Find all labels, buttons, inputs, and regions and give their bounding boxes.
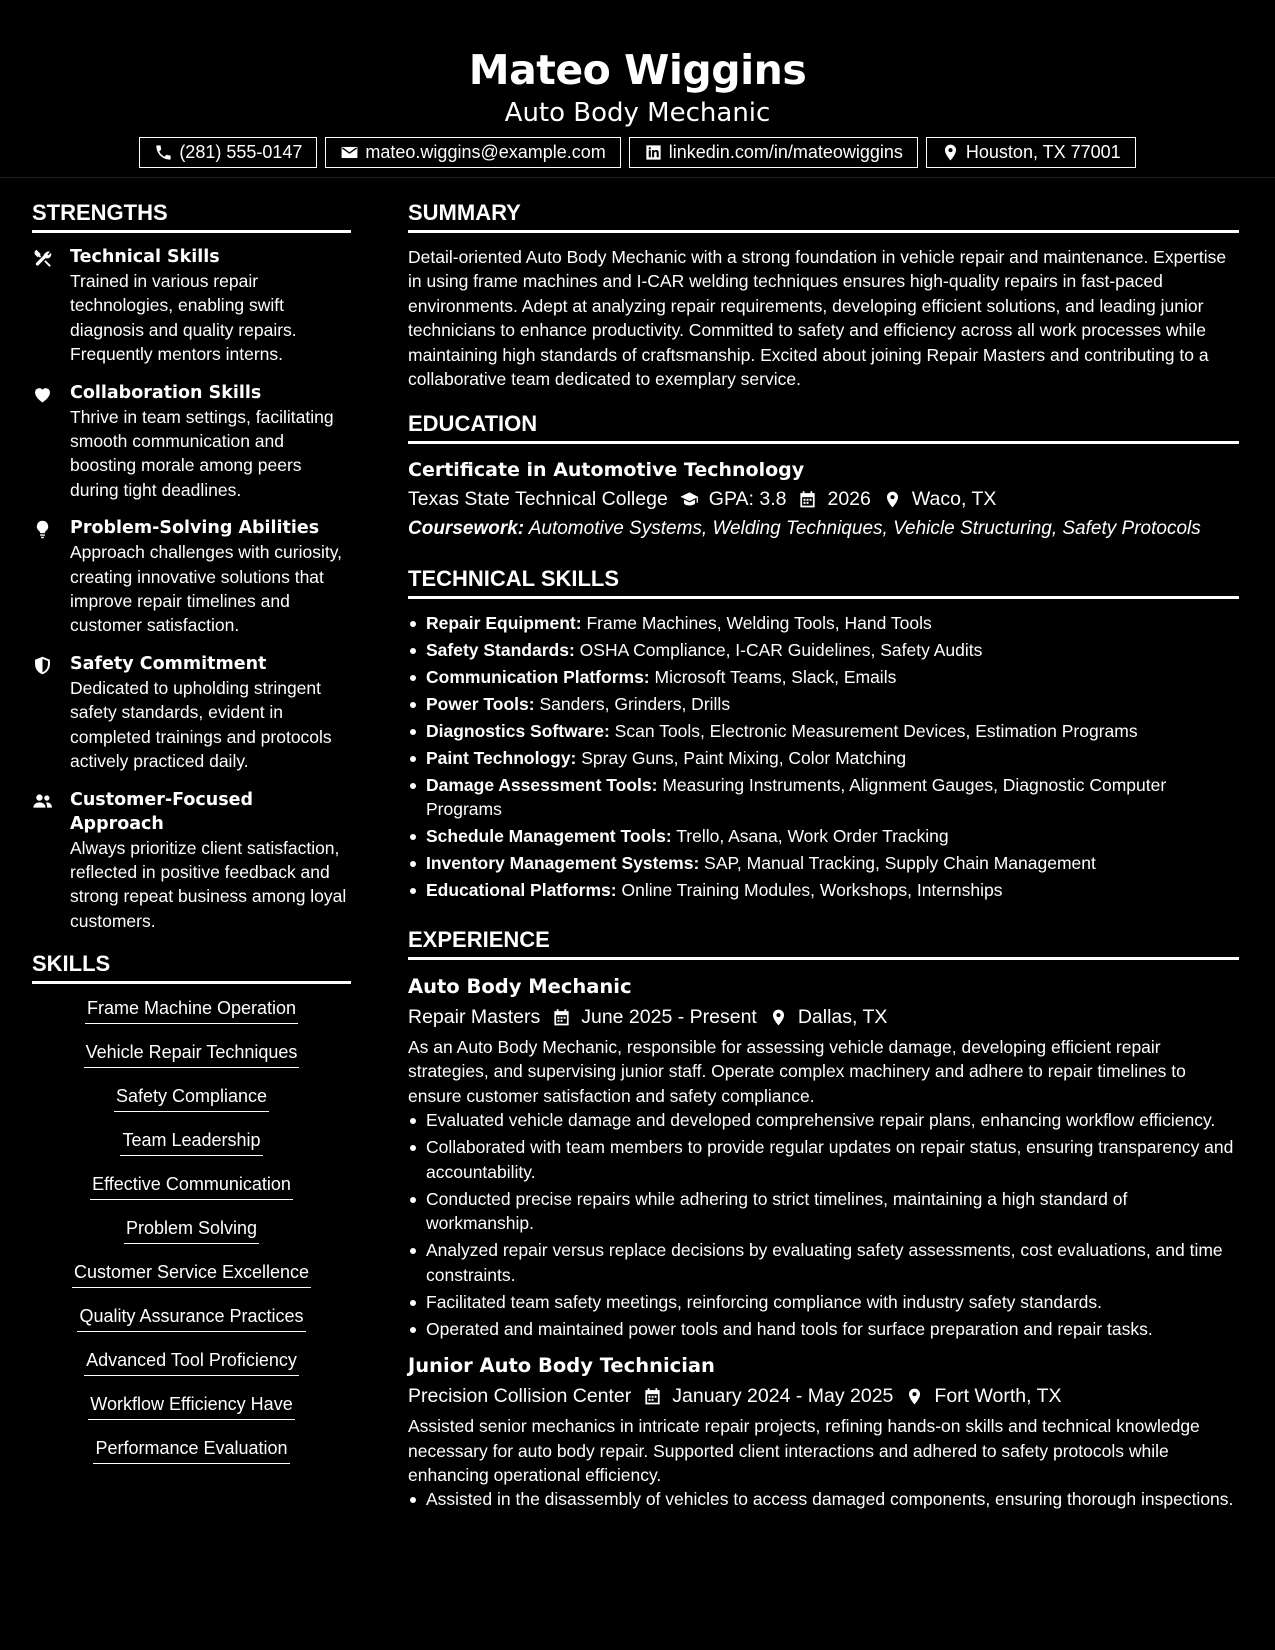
skill-tag: Quality Assurance Practices <box>77 1304 305 1332</box>
list-item: Conducted precise repairs while adhering to strict timelines, maintaining a high standard of workmanship. <box>408 1187 1239 1236</box>
list-item <box>408 773 1239 822</box>
skill-tag: Advanced Tool Proficiency <box>84 1348 299 1376</box>
map-pin-icon <box>941 143 960 162</box>
envelope-icon <box>340 143 359 162</box>
tech-skill-value: Measuring Instruments, Alignment Gauges, Diagnostic Computer Programs <box>426 774 1167 820</box>
tech-skill-label: Safety Standards: <box>426 639 575 660</box>
list-item: Evaluated vehicle damage and developed comprehensive repair plans, enhancing workflow efficiency. <box>408 1108 1239 1133</box>
heart-icon <box>32 384 53 405</box>
skill-tag: Customer Service Excellence <box>72 1260 311 1288</box>
linkedin-contact[interactable] <box>629 137 918 168</box>
tech-skill-value: Trello, Asana, Work Order Tracking <box>676 826 949 847</box>
tech-skill-value: Sanders, Grinders, Drills <box>539 693 731 714</box>
left-column <box>32 196 351 1480</box>
tech-skill-label: Communication Platforms: <box>426 666 650 687</box>
job-bullets <box>408 1487 1239 1512</box>
tech-skill-value: Spray Guns, Paint Mixing, Color Matching <box>581 747 907 768</box>
linkedin-icon <box>644 143 663 162</box>
list-item <box>408 719 1239 744</box>
tech-skill-label: Educational Platforms: <box>426 880 617 901</box>
job-title: Auto Body Mechanic <box>408 974 632 998</box>
list-item <box>408 746 1239 771</box>
candidate-title: Auto Body Mechanic <box>504 98 771 128</box>
list-item: Analyzed repair versus replace decisions by evaluating safety assessments, cost evaluations, and time constraints. <box>408 1238 1239 1287</box>
calendar-icon <box>798 490 817 509</box>
resume-header <box>0 0 1275 178</box>
email-text: mateo.wiggins@example.com <box>365 142 606 162</box>
tech-skill-label: Schedule Management Tools: <box>426 826 672 847</box>
list-item: Collaborated with team members to provide regular updates on repair status, ensuring transparency and accountability. <box>408 1135 1239 1184</box>
strength-description: Dedicated to upholding stringent safety standards, evident in completed trainings and protocols actively practiced daily. <box>70 677 332 772</box>
company-name: Precision Collision Center <box>408 1385 632 1408</box>
skill-tag: Frame Machine Operation <box>85 996 298 1024</box>
map-pin-icon <box>769 1008 788 1027</box>
job-dates: January 2024 - May 2025 <box>672 1385 894 1408</box>
job-location: Fort Worth, TX <box>934 1385 1062 1408</box>
school-name: Texas State Technical College <box>408 488 668 511</box>
strength-item <box>32 652 351 774</box>
graduation-cap-icon <box>680 490 699 509</box>
strength-title: Collaboration Skills <box>70 382 262 403</box>
list-item <box>408 824 1239 849</box>
list-item <box>408 611 1239 636</box>
location-text: Houston, TX 77001 <box>965 142 1121 162</box>
school-location: Waco, TX <box>911 488 997 511</box>
strength-title: Technical Skills <box>70 247 220 267</box>
job-dates: June 2025 - Present <box>581 1005 757 1028</box>
list-item: Facilitated team safety meetings, reinforcing compliance with industry safety standards. <box>408 1290 1239 1315</box>
strength-item <box>32 516 351 638</box>
map-pin-icon <box>883 490 902 509</box>
tech-skill-label: Paint Technology: <box>426 747 577 768</box>
skill-tag: Performance Evaluation <box>93 1436 289 1464</box>
degree-title: Certificate in Automotive Technology <box>408 459 805 482</box>
gpa: GPA: 3.8 <box>708 488 787 511</box>
list-item <box>408 851 1239 876</box>
technical-skills-list <box>408 611 1239 903</box>
calendar-icon <box>552 1008 571 1027</box>
strengths-heading: STRENGTHS <box>32 196 351 233</box>
technical-skills-heading: TECHNICAL SKILLS <box>408 562 1239 599</box>
tech-skill-value: Scan Tools, Electronic Measurement Devices, Estimation Programs <box>614 720 1138 741</box>
list-item: Assisted in the disassembly of vehicles to access damaged components, ensuring thorough inspections. <box>408 1487 1239 1512</box>
education-heading: EDUCATION <box>408 407 1239 444</box>
skill-tag: Safety Compliance <box>114 1084 269 1112</box>
tech-skill-label: Power Tools: <box>426 693 535 714</box>
linkedin-text: linkedin.com/in/mateowiggins <box>668 142 903 162</box>
skill-tag: Workflow Efficiency Have <box>88 1392 294 1420</box>
experience-entry <box>408 972 1239 1341</box>
strength-item <box>32 788 351 934</box>
tools-icon <box>32 248 53 269</box>
contact-bar <box>0 137 1275 168</box>
strength-description: Approach challenges with curiosity, creating innovative solutions that improve repair timelines and customer satisfaction. <box>70 542 343 636</box>
list-item <box>408 638 1239 663</box>
skills-list <box>32 996 351 1480</box>
job-description: Assisted senior mechanics in intricate repair projects, refining hands-on skills and technical knowledge necessary for auto body repair. Supported client interactions and adhered to safety protocols while enhancing operational efficiency. <box>408 1416 1200 1485</box>
calendar-icon <box>643 1387 662 1406</box>
phone-contact[interactable] <box>139 137 317 168</box>
strength-title: Safety Commitment <box>70 653 267 674</box>
coursework-label: Coursework: <box>408 518 525 540</box>
summary-text: Detail-oriented Auto Body Mechanic with a strong foundation in vehicle repair and maintenance. Expertise in using frame machines and I-CAR welding techniques ensures high-quality repairs in fast-paced environments. Adept at analyzing repair requirements, developing efficient solutions, and leading junior technicians to enhance productivity. Committed to safety and efficiency across all work processes while maintaining high standards of craftsmanship. Excited about joining Repair Masters and contributing to a collaborative team dedicated to exemplary service. <box>408 247 1227 390</box>
strength-description: Always prioritize client satisfaction, reflected in positive feedback and strong repeat business among loyal customers. <box>70 837 347 931</box>
list-item <box>408 878 1239 903</box>
job-title: Junior Auto Body Technician <box>408 1354 715 1378</box>
coursework <box>408 517 1239 542</box>
coursework-list: Automotive Systems, Welding Techniques, Vehicle Structuring, Safety Protocols <box>528 518 1201 540</box>
job-location: Dallas, TX <box>797 1005 888 1028</box>
strength-item <box>32 245 351 367</box>
tech-skill-value: Microsoft Teams, Slack, Emails <box>654 666 897 687</box>
skill-tag: Team Leadership <box>120 1128 262 1156</box>
strength-title: Problem-Solving Abilities <box>70 518 320 539</box>
job-description: As an Auto Body Mechanic, responsible for assessing vehicle damage, developing efficient repair strategies, and supervising junior staff. Operate complex machinery and adhere to repair timelines to ensure customer satisfaction and safety compliance. <box>408 1036 1186 1106</box>
tech-skill-label: Inventory Management Systems: <box>426 853 700 874</box>
strength-title: Customer-Focused Approach <box>70 789 254 834</box>
skill-tag: Problem Solving <box>124 1216 259 1244</box>
skill-tag: Effective Communication <box>90 1172 293 1200</box>
tech-skill-value: Online Training Modules, Workshops, Internships <box>621 880 1003 901</box>
tech-skill-value: OSHA Compliance, I-CAR Guidelines, Safety Audits <box>579 639 983 660</box>
tech-skill-label: Repair Equipment: <box>426 612 582 633</box>
strength-description: Thrive in team settings, facilitating smooth communication and boosting morale among peers during tight deadlines. <box>70 406 334 500</box>
experience-heading: EXPERIENCE <box>408 923 1239 960</box>
location-contact[interactable] <box>926 137 1136 168</box>
company-name: Repair Masters <box>408 1005 541 1028</box>
summary-heading: SUMMARY <box>408 196 1239 233</box>
job-meta <box>408 1381 1239 1412</box>
education-meta <box>408 484 1239 515</box>
tech-skill-value: Frame Machines, Welding Tools, Hand Tools <box>586 612 932 633</box>
job-meta <box>408 1002 1239 1033</box>
phone-text: (281) 555-0147 <box>179 142 303 162</box>
lightbulb-icon <box>32 519 53 540</box>
map-pin-icon <box>905 1387 924 1406</box>
experience-entry <box>408 1351 1239 1512</box>
strength-item <box>32 381 351 503</box>
list-item <box>408 692 1239 717</box>
phone-icon <box>154 143 173 162</box>
graduation-year: 2026 <box>827 488 871 511</box>
list-item <box>408 665 1239 690</box>
candidate-name: Mateo Wiggins <box>468 46 807 94</box>
right-column <box>408 196 1239 1522</box>
email-contact[interactable] <box>325 137 620 168</box>
users-icon <box>32 791 53 812</box>
tech-skill-value: SAP, Manual Tracking, Supply Chain Management <box>704 853 1096 874</box>
strength-description: Trained in various repair technologies, enabling swift diagnosis and quality repairs. Frequently mentors interns. <box>70 271 297 365</box>
skill-tag: Vehicle Repair Techniques <box>84 1040 300 1068</box>
tech-skill-label: Damage Assessment Tools: <box>426 774 658 795</box>
skills-heading: SKILLS <box>32 947 351 984</box>
job-bullets <box>408 1108 1239 1341</box>
list-item: Operated and maintained power tools and hand tools for surface preparation and repair tasks. <box>408 1317 1239 1342</box>
tech-skill-label: Diagnostics Software: <box>426 720 610 741</box>
shield-icon <box>32 655 53 676</box>
